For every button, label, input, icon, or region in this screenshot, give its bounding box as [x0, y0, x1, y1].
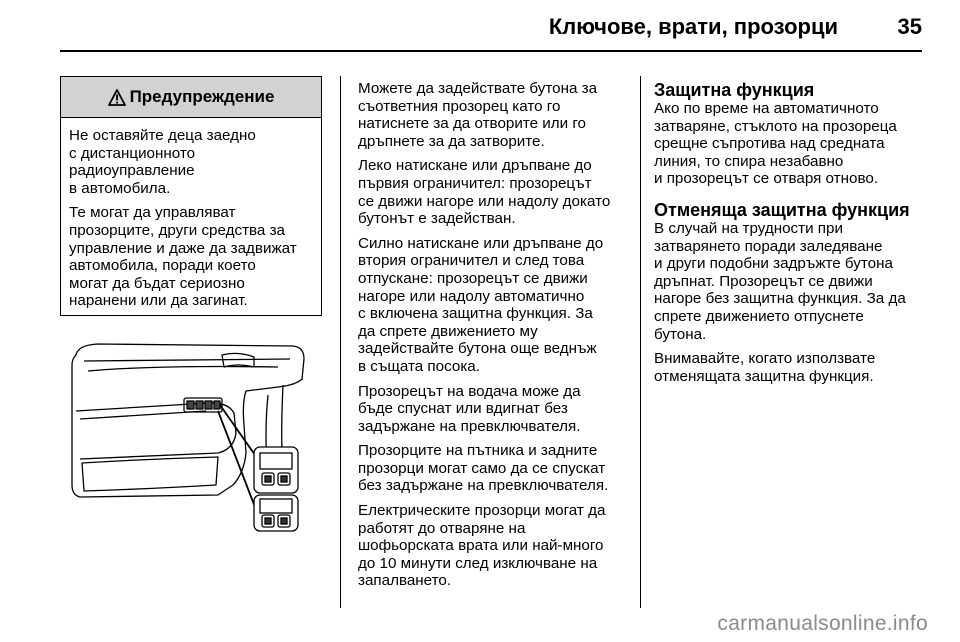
body-paragraph: Внимавайте, когато използвате отменящата защитна функция. [654, 350, 876, 385]
body-paragraph: Прозорецът на водача може да бъде спуснат или вдигнат без задържане на превключвателя. [358, 382, 581, 435]
column-divider [340, 76, 341, 608]
warning-paragraph: Не оставяйте деца заедно с дистанционното радиоуправление в автомобила. [69, 127, 256, 197]
warning-header [61, 77, 321, 118]
section-heading: Защитна функция [654, 80, 815, 100]
page-number: 35 [897, 14, 922, 39]
body-paragraph: Можете да задействате бутона за съответния прозорец като го натиснете за да отворите или го дръпнете за да затворите. [358, 80, 598, 150]
right-column [654, 80, 944, 392]
body-paragraph: В случай на трудности при затварянето поради заледяване и други подобни задръжте бутона дръпнат. Прозорецът се движи нагоре без защитна функция. За да спрете движението отпуснете бутона. [654, 219, 906, 343]
warning-body [61, 118, 321, 310]
body-paragraph: Леко натискане или дръпване до първия ограничител: прозорецът се движи нагоре или надолу докато бутонът е задействан. [358, 157, 611, 228]
body-paragraph: Силно натискане или дръпване до втория ограничител и след това отпускане: прозорецът се движи нагоре или надолу автоматично с включена защитна функция. За да спрете движението му задействайте бутона още веднъж в същата посока. [358, 234, 604, 375]
section-heading: Отменяща защитна функция [654, 199, 910, 220]
watermark: carmanualsonline.info [717, 612, 928, 635]
warning-title: Предупреждение [129, 87, 275, 106]
header-divider [60, 50, 922, 52]
warning-box [60, 76, 322, 316]
body-paragraph: Ако по време на автоматичното затваряне, стъклото на прозореца срещне съпротива над средната линия, то спира незабавно и прозорецът се отваря отново. [654, 100, 897, 188]
section-title: Ключове, врати, прозорци [548, 14, 838, 39]
body-paragraph: Електрическите прозорци могат да работят до отваряне на шофьорската врата или най-много до 10 минути след изключване на запалването. [358, 502, 606, 590]
body-paragraph: Прозорците на пътника и задните прозорци могат само да се спускат без задържане на превключвателя. [358, 442, 609, 495]
door-window-switch-illustration [68, 335, 308, 535]
warning-paragraph: Те могат да управляват прозорците, други средства за управление и даже да задвижат автомобила, поради което могат да бъдат сериозно наранени или да загинат. [69, 204, 297, 310]
warning-triangle-icon [108, 89, 126, 106]
column-divider [640, 76, 641, 608]
middle-column [358, 80, 633, 597]
